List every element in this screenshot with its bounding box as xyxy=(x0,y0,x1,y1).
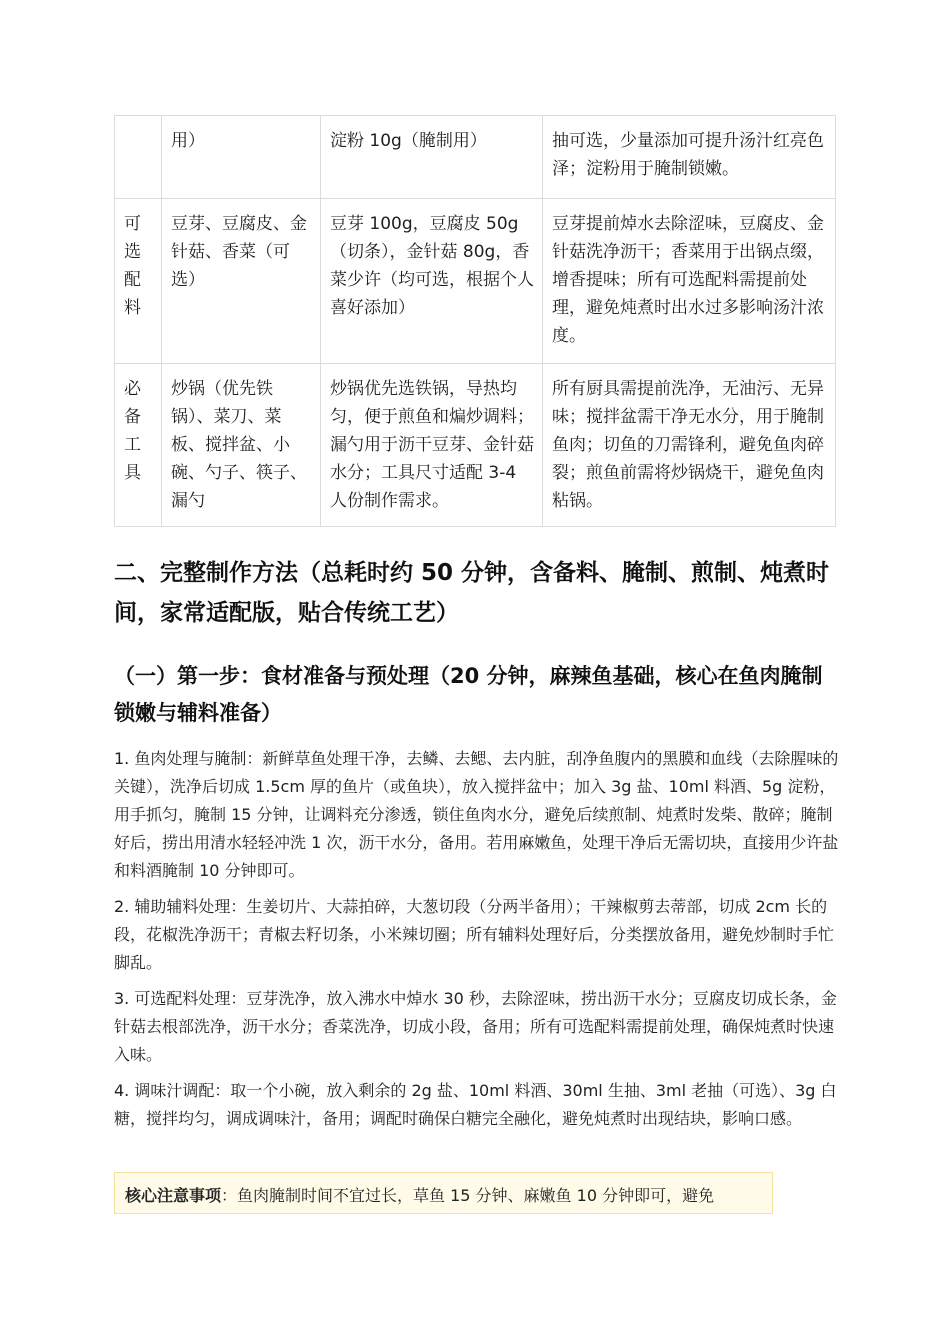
row-amount-cell: 豆芽 100g，豆腐皮 50g（切条），金针菇 80g，香菜少许（均可选，根据个人喜好添加） xyxy=(321,199,543,364)
list-item: 1. 鱼肉处理与腌制：新鲜草鱼处理干净，去鳞、去鳃、去内脏，刮净鱼腹内的黑膜和血线（去除腥味的关键），洗净后切成 1.5cm 厚的鱼片（或鱼块），放入搅拌盆中；加入 3g 盐、10ml 料酒、5g 淀粉，用手抓匀，腌制 15 分钟，让调料充分渗透，锁住鱼肉水分，避免后续煎制、炖煮时发柴、散碎；腌制好后，捞出用清水轻轻冲洗 1 次，沥干水分，备用。若用麻嫩鱼，处理干净后无需切块，直接用少许盐和料酒腌制 10 分钟即可。 xyxy=(114,749,839,880)
step-heading: （一）第一步：食材准备与预处理（20 分钟，麻辣鱼基础，核心在鱼肉腌制锁嫩与辅料准备） xyxy=(114,664,823,725)
row-notes-cell: 所有厨具需提前洗净，无油污、无异味；搅拌盆需干净无水分，用于腌制鱼肉；切鱼的刀需锋利，避免鱼肉碎裂；煎鱼前需将炒锅烧干，避免鱼肉粘锅。 xyxy=(543,364,836,527)
note-callout xyxy=(114,1172,773,1214)
row-category-cell xyxy=(115,116,162,199)
ingredients-table xyxy=(114,115,836,527)
row-notes-cell: 豆芽提前焯水去除涩味，豆腐皮、金针菇洗净沥干；香菜用于出锅点缀，增香提味；所有可选配料需提前处理，避免炖煮时出水过多影响汤汁浓度。 xyxy=(543,199,836,364)
row-amount-cell: 炒锅优先选铁锅，导热均匀，便于煎鱼和煸炒调料；漏勺用于沥干豆芽、金针菇水分；工具尺寸适配 3-4 人份制作需求。 xyxy=(321,364,543,527)
row-items-cell: 豆芽、豆腐皮、金针菇、香菜（可选） xyxy=(162,199,321,364)
list-item: 3. 可选配料处理：豆芽洗净，放入沸水中焯水 30 秒，去除涩味，捞出沥干水分；豆腐皮切成长条，金针菇去根部洗净，沥干水分；香菜洗净，切成小段，备用；所有可选配料需提前处理，确保炖煮时快速入味。 xyxy=(114,989,837,1064)
table-row xyxy=(115,199,836,364)
list-item: 2. 辅助辅料处理：生姜切片、大蒜拍碎，大葱切段（分两半备用）；干辣椒剪去蒂部，切成 2cm 长的段，花椒洗净沥干；青椒去籽切条，小米辣切圈；所有辅料处理好后，分类摆放备用，避免炒制时手忙脚乱。 xyxy=(114,897,835,972)
row-items-cell: 炒锅（优先铁锅）、菜刀、菜板、搅拌盆、小碗、勺子、筷子、漏勺 xyxy=(162,364,321,527)
note-text: ：鱼肉腌制时间不宜过长，草鱼 15 分钟、麻嫩鱼 10 分钟即可，避免 xyxy=(221,1186,715,1205)
row-category-cell: 可选配料 xyxy=(115,199,162,364)
row-category-cell: 必备工具 xyxy=(115,364,162,527)
table-row xyxy=(115,364,836,527)
row-notes-cell: 抽可选，少量添加可提升汤汁红亮色泽；淀粉用于腌制锁嫩。 xyxy=(543,116,836,199)
row-amount-cell: 淀粉 10g（腌制用） xyxy=(321,116,543,199)
note-label: 核心注意事项 xyxy=(125,1186,222,1205)
table-row xyxy=(115,116,836,199)
section-heading: 二、完整制作方法（总耗时约 50 分钟，含备料、腌制、煎制、炖煮时间，家常适配版，贴合传统工艺） xyxy=(114,560,830,626)
step-items xyxy=(114,745,844,1141)
list-item: 4. 调味汁调配：取一个小碗，放入剩余的 2g 盐、10ml 料酒、30ml 生抽、3ml 老抽（可选）、3g 白糖，搅拌均匀，调成调味汁，备用；调配时确保白糖完全融化，避免炖煮时出现结块，影响口感。 xyxy=(114,1081,837,1128)
row-items-cell: 用） xyxy=(162,116,321,199)
